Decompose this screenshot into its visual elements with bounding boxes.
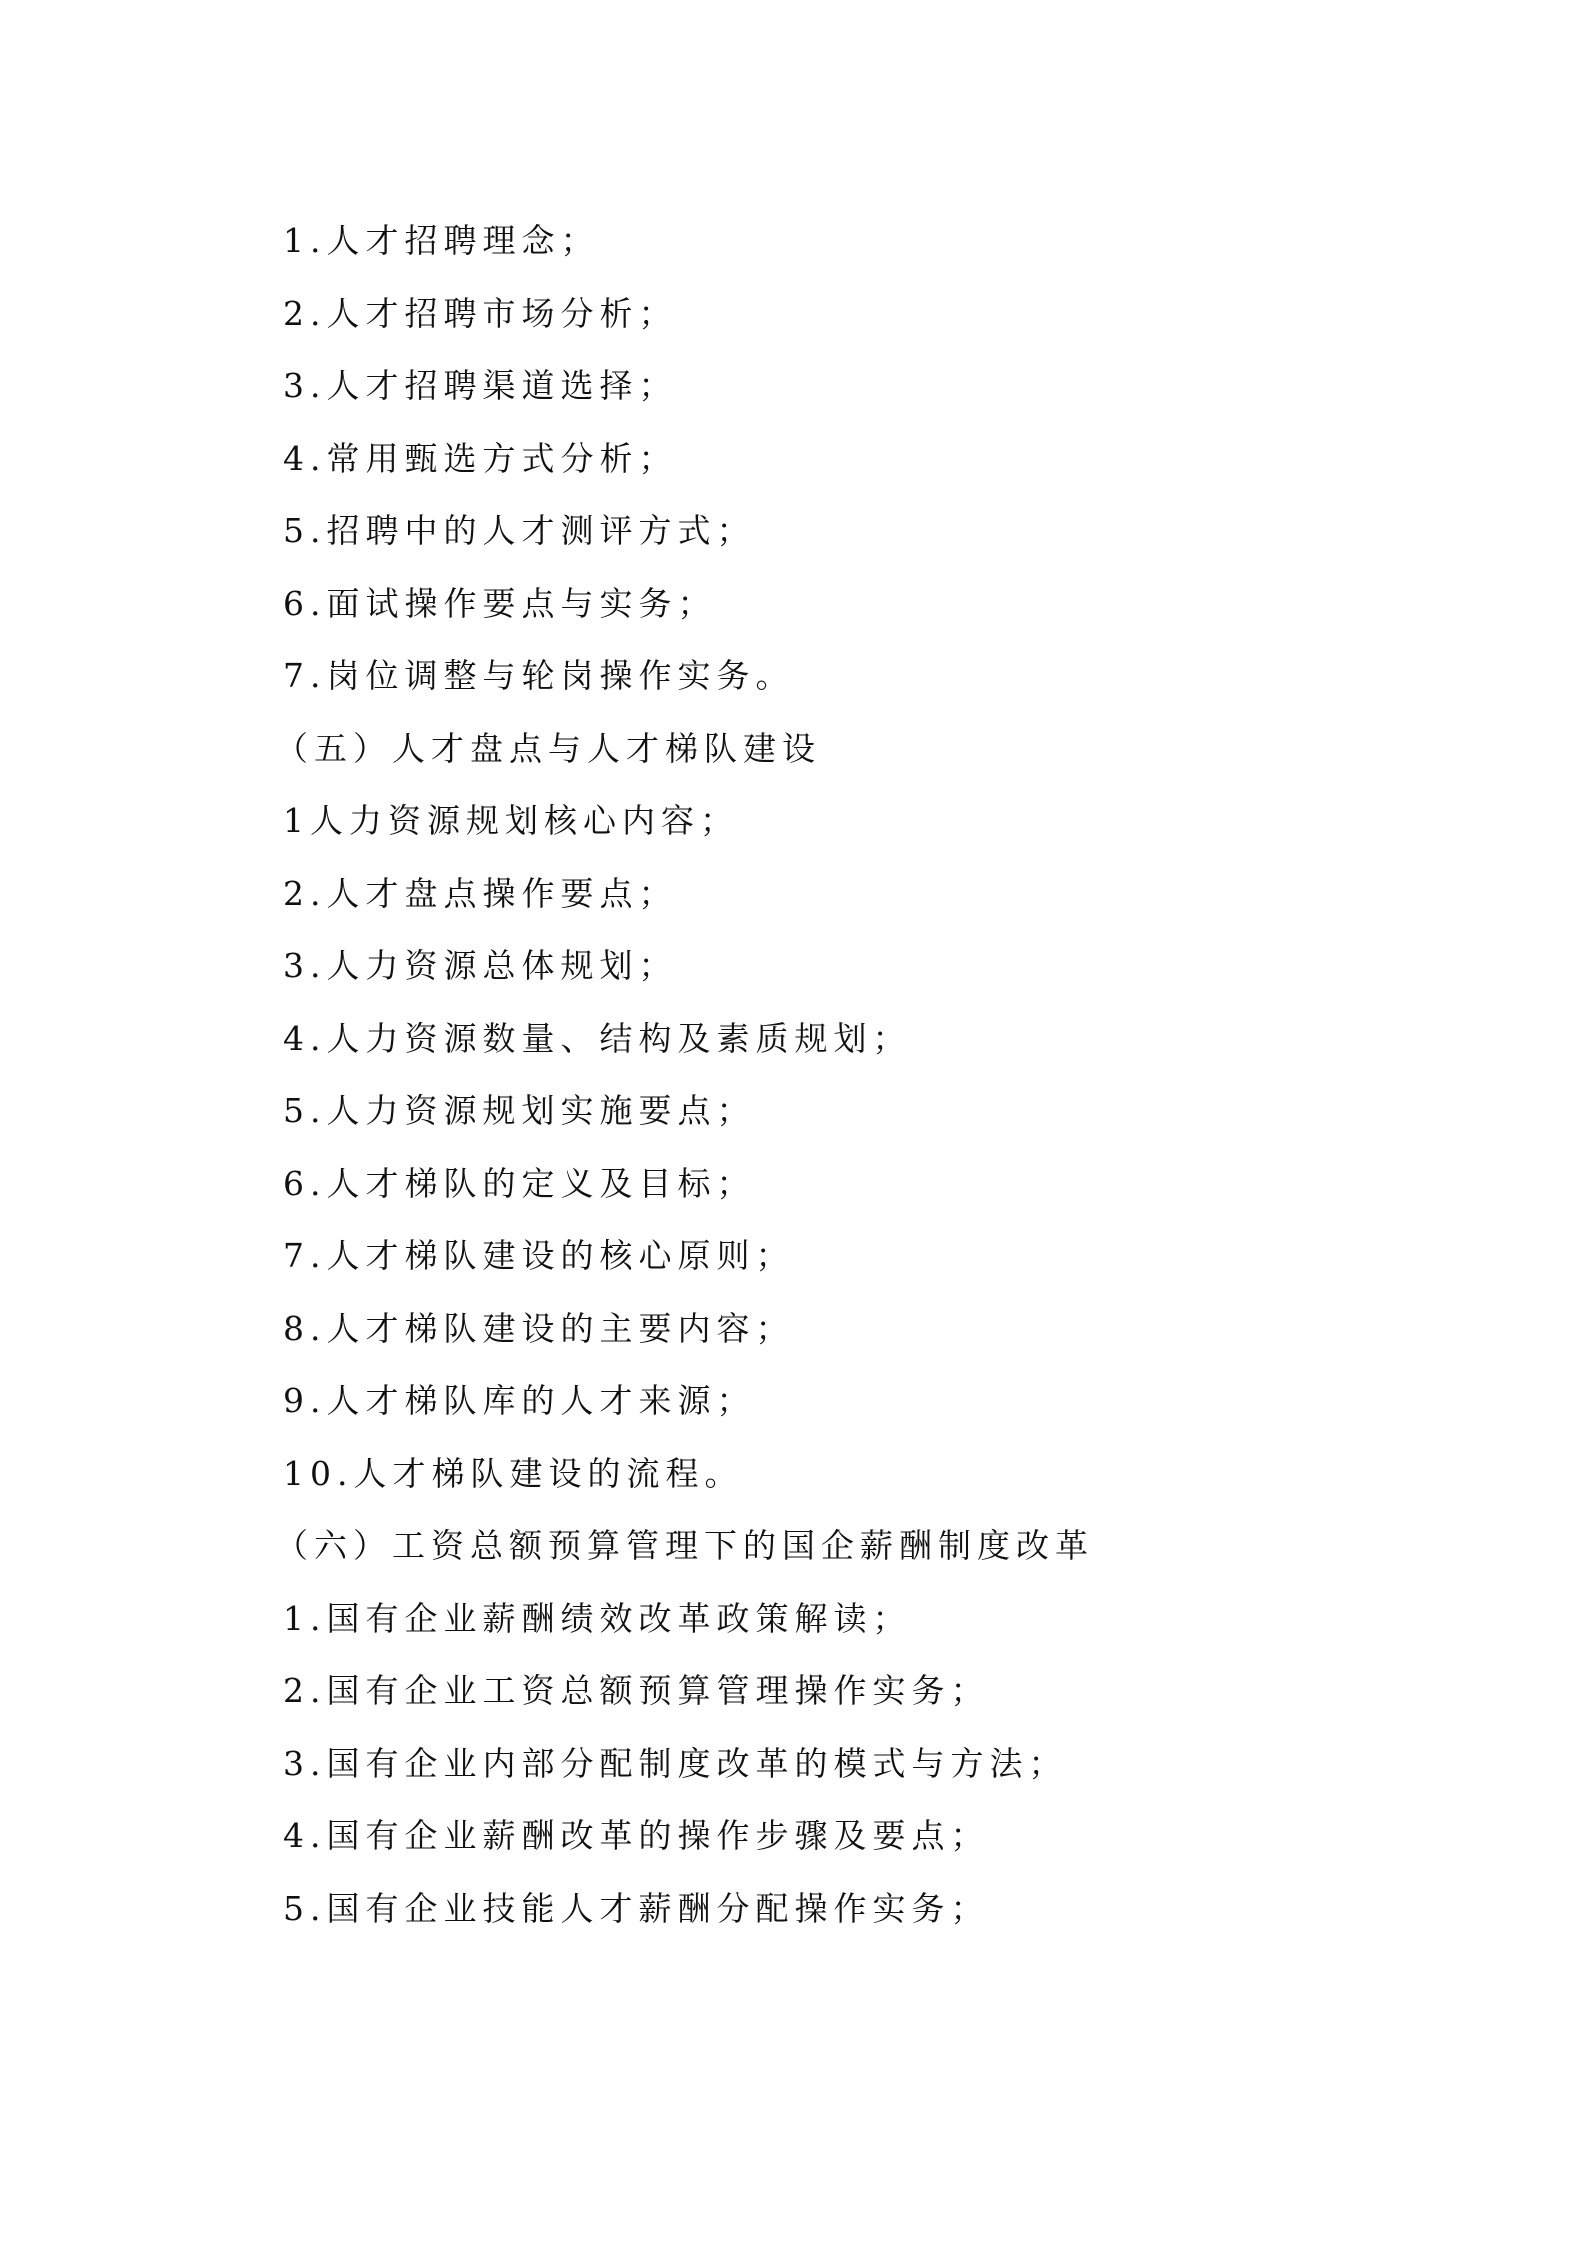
document-body [275,205,1383,1945]
list-item: 5.人力资源规划实施要点； [283,1091,756,1130]
list-item: 7.岗位调整与轮岗操作实务。 [283,656,795,695]
list-item: 7.人才梯队建设的核心原则； [283,1236,795,1275]
list-item: 6.人才梯队的定义及目标； [283,1163,756,1203]
list-item: 9.人才梯队库的人才来源； [283,1381,756,1420]
list-item: 4.人力资源数量、结构及素质规划； [283,1018,912,1058]
list-item: 3.人力资源总体规划； [283,946,678,985]
section-heading: （五）人才盘点与人才梯队建设 [275,728,821,768]
list-item: 2.人才盘点操作要点； [283,873,678,913]
list-item: 10.人才梯队建设的流程。 [283,1453,744,1493]
list-item: 3.人才招聘渠道选择； [283,366,678,405]
section-heading: （六）工资总额预算管理下的国企薪酬制度改革 [275,1526,1094,1565]
list-item: 8.人才梯队建设的主要内容； [283,1308,795,1348]
list-item: 3.国有企业内部分配制度改革的模式与方法； [283,1743,1068,1783]
list-item: 1.国有企业薪酬绩效改革政策解读； [283,1598,912,1638]
list-item: 2.人才招聘市场分析； [283,293,678,333]
list-item: 2.国有企业工资总额预算管理操作实务； [283,1671,990,1710]
list-item: 1.人才招聘理念； [283,221,600,260]
list-item: 5.国有企业技能人才薪酬分配操作实务； [283,1888,990,1928]
list-item: 1人力资源规划核心内容； [283,801,739,840]
list-item: 4.常用甄选方式分析； [283,438,678,478]
list-item: 6.面试操作要点与实务； [283,583,717,623]
list-item: 4.国有企业薪酬改革的操作步骤及要点； [283,1816,990,1855]
list-item: 5.招聘中的人才测评方式； [283,511,756,550]
